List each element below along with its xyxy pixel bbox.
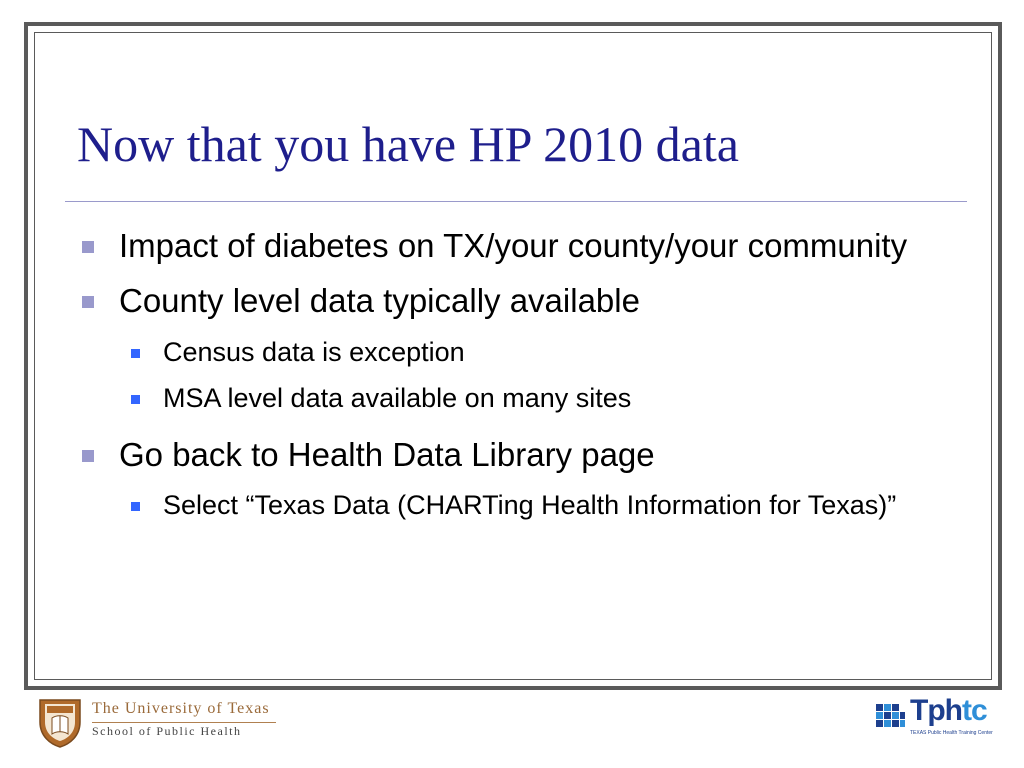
bullet-text: County level data typically available (119, 282, 640, 320)
sub-bullet-item (77, 382, 977, 416)
sub-bullet-text: Census data is exception (163, 336, 465, 367)
tphtc-logo-ph: ph (927, 694, 962, 727)
ut-shield-icon (38, 698, 82, 748)
tphtc-logo-t: T (910, 694, 928, 727)
bullet-text: Impact of diabetes on TX/your county/your community (119, 227, 908, 264)
slide-frame (24, 22, 1002, 690)
bullet-item (77, 225, 977, 266)
slide-title: Now that you have HP 2010 data (77, 116, 739, 172)
slide-footer (0, 690, 1024, 768)
university-name-rule (92, 722, 276, 723)
sub-bullet-square-icon (131, 502, 140, 511)
bullet-item (77, 280, 977, 321)
bullet-list (77, 225, 977, 536)
sub-bullet-item (77, 489, 977, 523)
school-name: School of Public Health (92, 724, 242, 738)
tphtc-tagline: TEXAS Public Health Training Center (910, 730, 993, 736)
bullet-square-icon (82, 296, 94, 308)
sub-bullet-item (77, 336, 977, 370)
sub-bullet-text: MSA level data available on many sites (163, 383, 632, 414)
bullet-square-icon (82, 450, 94, 462)
sub-bullet-square-icon (131, 349, 140, 358)
tphtc-grid-icon (876, 704, 906, 734)
bullet-square-icon (82, 241, 94, 253)
bullet-item (77, 434, 977, 475)
slide-content-area (34, 32, 992, 680)
bullet-text: Go back to Health Data Library page (119, 436, 655, 473)
title-divider (65, 201, 967, 202)
sub-bullet-square-icon (131, 395, 140, 404)
tphtc-logo-tc: tc (961, 694, 987, 727)
sub-bullet-text: Select “Texas Data (CHARTing Health Information for Texas)” (163, 490, 897, 521)
university-name: The University of Texas (92, 700, 270, 717)
tphtc-logo-text (910, 694, 987, 728)
